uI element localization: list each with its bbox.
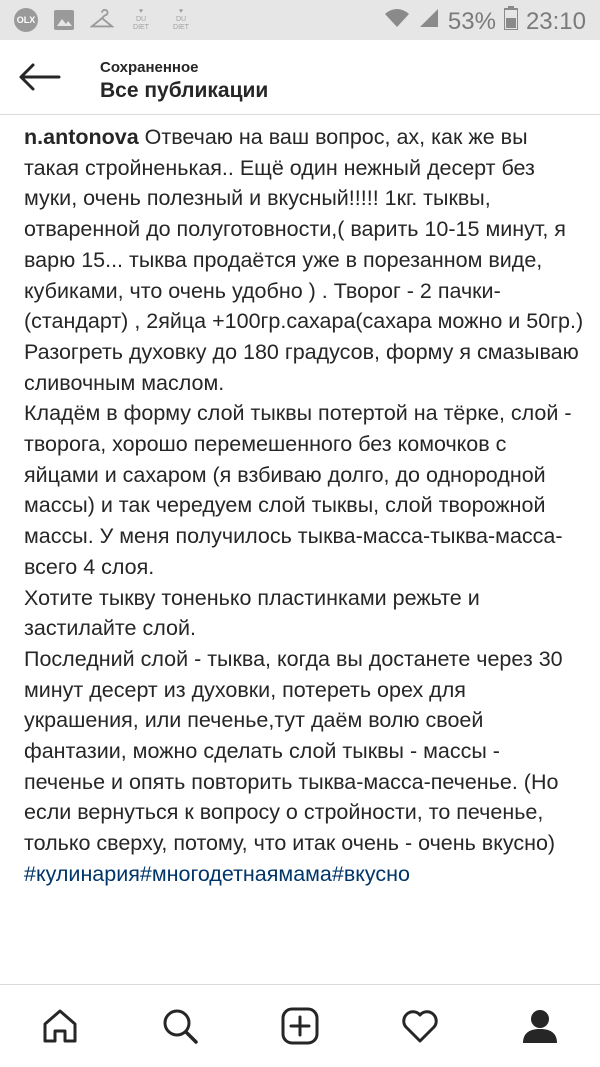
caption-text: Разогреть духовку до 180 градусов, форму я смазываю сливочным маслом. xyxy=(24,339,579,395)
tab-profile[interactable] xyxy=(510,996,570,1056)
caption-text: Кладём в форму слой тыквы потертой на тёрке, слой - творога, хорошо перемешенного без комочков с яйцами и сахаром (я взбиваю долго, до однородной массы) и так чередуем слой тыквы, слой творожной массы. У меня получилось тыква-масса-тыква-масса-всего 4 слоя. xyxy=(24,401,572,579)
post-caption xyxy=(24,122,586,890)
clock: 23:10 xyxy=(525,7,586,35)
tab-add-post[interactable] xyxy=(270,996,330,1056)
add-post-icon xyxy=(280,1006,320,1046)
username-link[interactable]: n.antonova xyxy=(24,125,139,149)
status-bar xyxy=(0,0,600,40)
caption-text: Отвечаю на ваш вопрос, ах, как же вы такая стройненькая.. Ещё один нежный десерт без муки, очень полезный и вкусный!!!!! 1кг. тыквы, отваренной до полуготовности,( варить 10-15 минут, я варю 15... тыква продаётся уже в порезанном виде, кубиками, что очень удобно ) . Творог - 2 пачки-(стандарт) , 2яйца +100гр.сахара(сахара можно и 50гр.) xyxy=(24,125,584,334)
post-caption-container xyxy=(24,122,586,984)
hanger-icon xyxy=(90,8,114,32)
battery-percent: 53% xyxy=(447,7,496,35)
heart-icon xyxy=(400,1006,440,1046)
arrow-left-icon xyxy=(17,62,61,92)
system-status xyxy=(384,6,586,37)
caption-text: Последний слой - тыква, когда вы достанете через 30 минут десерт из духовки, потереть орех для украшения, или печенье,тут даём волю своей фантазии, можно сделать слой тыквы - массы - печенье и опять повторить тыква-масса-печенье. (Но если вернуться к вопросу о стройности, то печенье, только сверху, потому, что итак очень - очень вкусно) xyxy=(24,646,563,856)
home-icon xyxy=(40,1006,80,1046)
search-icon xyxy=(160,1006,200,1046)
diet-app-icon: ♥ DU DIET xyxy=(133,8,149,31)
profile-icon xyxy=(520,1006,560,1046)
caption-first-paragraph xyxy=(24,122,586,337)
tab-home[interactable] xyxy=(30,996,90,1056)
olx-icon: OLX xyxy=(14,8,38,32)
tab-activity[interactable] xyxy=(390,996,450,1056)
header-subtitle: Сохраненное xyxy=(100,59,199,76)
signal-icon xyxy=(418,7,440,36)
back-button[interactable] xyxy=(14,54,64,100)
battery-icon xyxy=(504,6,518,37)
app-header xyxy=(0,40,600,115)
caption-text: Хотите тыкву тоненько пластинками режьте и застилайте слой. xyxy=(24,585,480,641)
diet-app-icon: ♥ DU DIET xyxy=(173,8,189,31)
page-title: Все публикации xyxy=(100,79,269,102)
gallery-icon xyxy=(52,8,76,32)
hashtags-link[interactable]: #кулинария#многодетнаямама#вкусно xyxy=(24,861,411,886)
tab-search[interactable] xyxy=(150,996,210,1056)
wifi-icon xyxy=(384,7,410,36)
bottom-tab-bar xyxy=(0,984,600,1067)
notification-icons xyxy=(14,8,194,32)
